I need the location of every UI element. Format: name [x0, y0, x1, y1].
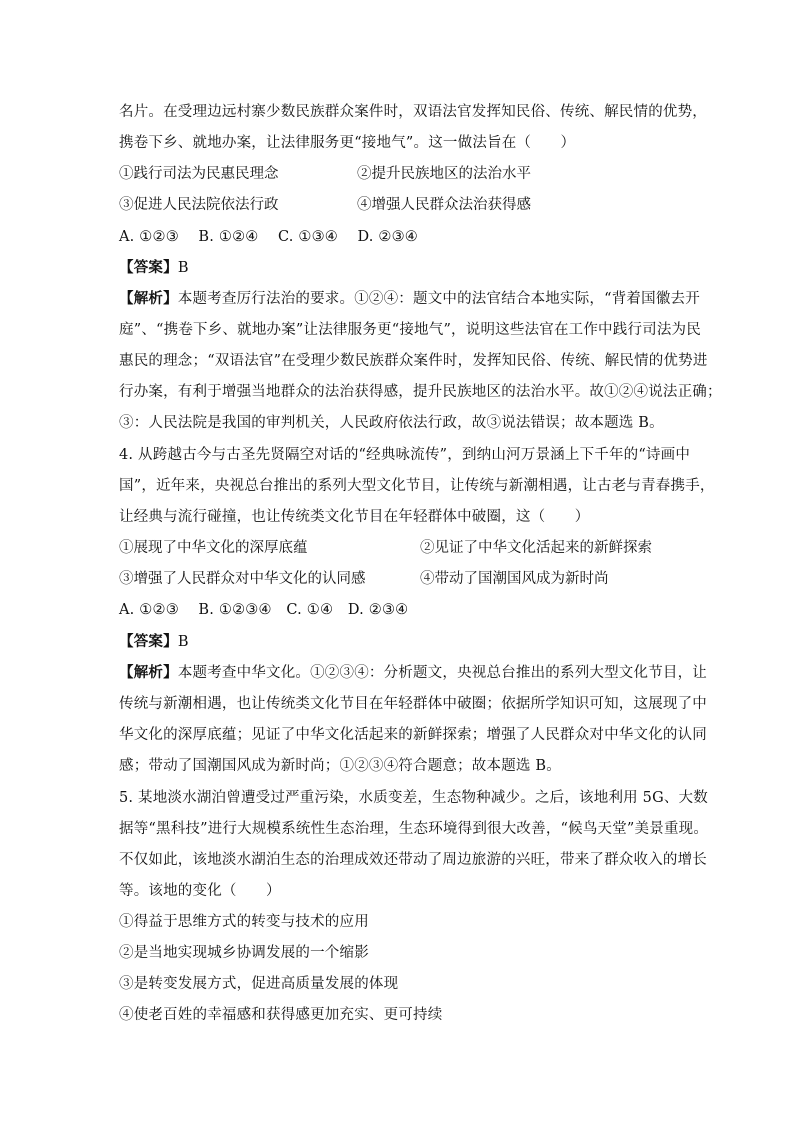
- q4-answer: [119, 632, 679, 652]
- q5-stem-line-2: 据等“黑科技”进行大规模系统性生态治理，生态环境得到很大改善，“候鸟天堂”美景重现。: [119, 821, 709, 837]
- q4-analysis-line-2: 传统与新潮相遇，也让传统类文化节目在年轻群体中破圈；依据所学知识可知，这展现了中: [119, 696, 707, 712]
- q3-choices: A. ①②③ B. ①②④ C. ①③④ D. ②③④: [119, 229, 419, 245]
- q3-analysis-line-5: ③：人民法院是我国的审判机关，人民政府依法行政，故③说法错误；故本题选 B。: [119, 415, 664, 431]
- q4-analysis-line-1: [119, 663, 708, 683]
- q5-option-3: ③是转变发展方式，促进高质量发展的体现: [119, 976, 399, 992]
- q3-analysis-line-4: 行办案，有利于增强当地群众的法治获得感，提升民族地区的法治水平。故①②④说法正确；: [119, 384, 722, 400]
- q4-analysis-line-3: 华文化的深厚底蕴；见证了中华文化活起来的新鲜探索；增强了人民群众对中华文化的认同: [119, 727, 707, 743]
- answer-value: B: [177, 634, 189, 650]
- q4-stem-line-1: 4. 从跨越古今与古圣先贤隔空对话的“经典咏流传”，到纳山河万景涵上下千年的“诗画中: [119, 447, 691, 463]
- q5-stem-line-3: 不仅如此，该地淡水湖泊生态的治理成效还带动了周边旅游的兴旺，带来了群众收入的增长: [119, 852, 707, 868]
- analysis-text: 本题考查厉行法治的要求。①②④：题文中的法官结合本地实际，“背着国徽去开: [177, 291, 700, 307]
- q4-choices: A. ①②③ B. ①②③④ C. ①④ D. ②③④: [119, 602, 409, 618]
- q3-option-3: ③促进人民法院依法行政: [119, 197, 279, 213]
- q4-option-3: ③增强了人民群众对中华文化的认同感: [119, 571, 366, 587]
- q3-analysis-line-1: [119, 289, 700, 309]
- q3-option-1: ①践行司法为民惠民理念: [119, 166, 279, 182]
- q4-option-4: ④带动了国潮国风成为新时尚: [420, 571, 609, 587]
- q4-stem-line-3: 让经典与流行碰撞，也让传统类文化节目在年轻群体中破圈，这（ ）: [119, 509, 590, 525]
- analysis-text: 本题考查中华文化。①②③④：分析题文，央视总台推出的系列大型文化节目，让: [177, 665, 708, 681]
- answer-label: 【答案】: [119, 259, 178, 276]
- q3-stem-line-1: 名片。在受理边远村寨少数民族群众案件时，双语法官发挥知民俗、传统、解民情的优势，: [119, 104, 707, 120]
- q5-stem-line-4: 等。该地的变化（ ）: [119, 883, 281, 899]
- q3-analysis-line-2: 庭”、“携卷下乡、就地办案”让法律服务更“接地气”，说明这些法官在工作中践行司法为民: [119, 322, 701, 338]
- q4-stem-line-2: 国”，近年来，央视总台推出的系列大型文化节目，让传统与新潮相遇，让古老与青春携手，: [119, 478, 715, 494]
- q4-analysis-line-4: 感；带动了国潮国风成为新时尚；①②③④符合题意；故本题选 B。: [119, 758, 561, 774]
- analysis-label: 【解析】: [119, 290, 178, 307]
- q3-answer: [119, 258, 679, 278]
- q4-option-1: ①展现了中华文化的深厚底蕴: [119, 540, 308, 556]
- q3-option-2: ②提升民族地区的法治水平: [357, 166, 531, 182]
- q5-option-4: ④使老百姓的幸福感和获得感更加充实、更可持续: [119, 1007, 443, 1023]
- answer-value: B: [177, 260, 189, 276]
- q5-option-2: ②是当地实现城乡协调发展的一个缩影: [119, 945, 369, 961]
- q3-stem-line-2: 携卷下乡、就地办案，让法律服务更“接地气”。这一做法旨在（ ）: [119, 135, 576, 151]
- answer-label: 【答案】: [119, 633, 178, 650]
- q5-stem-line-1: 5. 某地淡水湖泊曾遭受过严重污染，水质变差，生态物种减少。之后，该地利用 5G、大数: [119, 790, 708, 806]
- q5-option-1: ①得益于思维方式的转变与技术的应用: [119, 914, 369, 930]
- q3-analysis-line-3: 惠民的理念；“双语法官”在受理少数民族群众案件时，发挥知民俗、传统、解民情的优势进: [119, 353, 708, 369]
- analysis-label: 【解析】: [119, 664, 178, 681]
- q4-option-2: ②见证了中华文化活起来的新鲜探索: [420, 540, 652, 556]
- q3-option-4: ④增强人民群众法治获得感: [357, 197, 531, 213]
